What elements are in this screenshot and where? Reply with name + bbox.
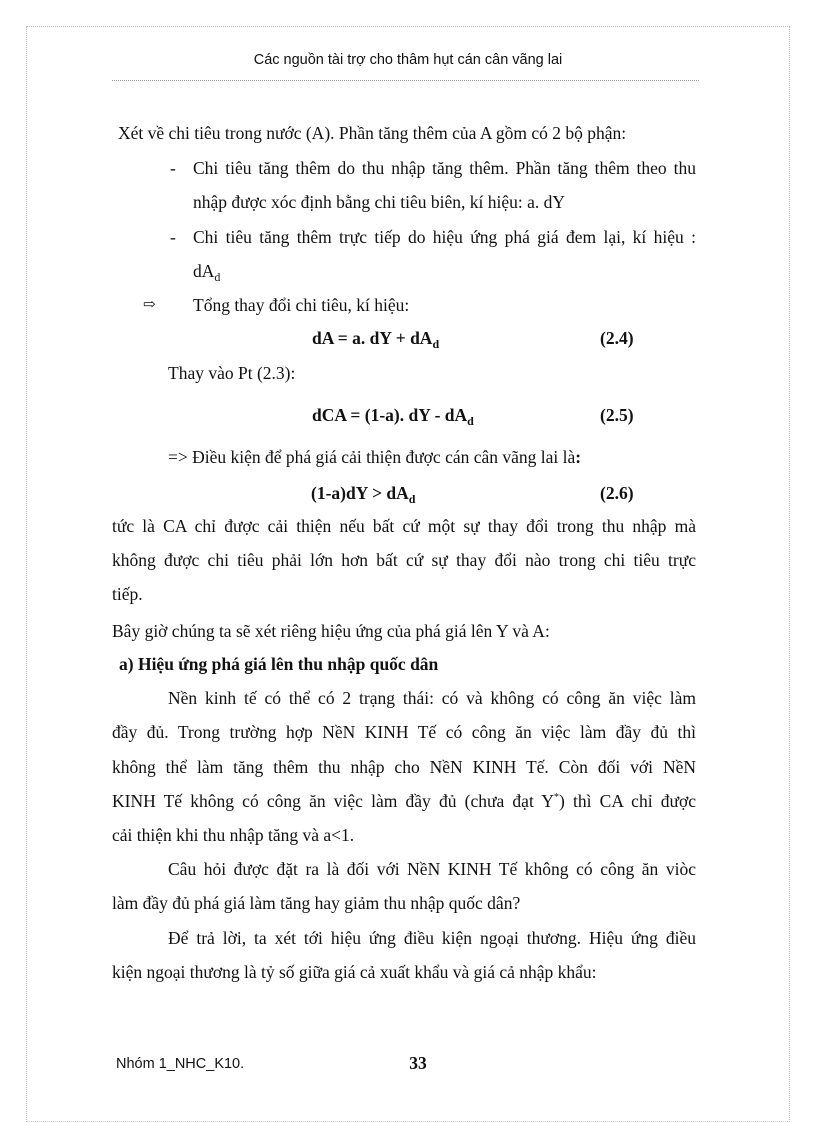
subscript-d: d xyxy=(214,270,221,284)
paragraph-4-line-2: làm đầy đủ phá giá làm tăng hay giảm thu nhập quốc dân? xyxy=(112,893,521,913)
paragraph-3-line-4-after: ) thì CA chỉ được xyxy=(558,791,696,811)
var-dA: dA xyxy=(193,261,215,281)
paragraph-1-line-2: không được chi tiêu phải lớn hơn bất cứ sự thay đổi nào trong chi tiêu trực xyxy=(112,550,696,570)
arrow-right-icon: ⇨ xyxy=(143,297,156,313)
bullet-marker-2: - xyxy=(170,227,176,247)
equation-2-5-number: (2.5) xyxy=(600,405,634,425)
equation-2-6-number: (2.6) xyxy=(600,483,634,503)
running-header: Các nguồn tài trợ cho thâm hụt cán cân vãng lai xyxy=(253,52,563,68)
equation-2-5-body: dCA = (1-a). dY - dA xyxy=(312,405,468,425)
equation-2-5-subscript: d xyxy=(467,414,474,428)
section-heading: a) Hiệu ứng phá giá lên thu nhập quốc dân xyxy=(119,654,439,674)
bullet-2-line-1: Chi tiêu tăng thêm trực tiếp do hiệu ứng phá giá đem lại, kí hiệu : xyxy=(193,227,696,247)
equation-2-6-subscript: d xyxy=(408,492,416,506)
condition-line xyxy=(168,446,581,468)
equation-2-4-body: dA = a. dY + dA xyxy=(312,328,433,348)
paragraph-1-line-3: tiếp. xyxy=(112,584,143,604)
paragraph-3-line-2: đầy đủ. Trong trường hợp NềN KINH Tế có công ăn việc làm đầy đủ thì xyxy=(112,722,696,742)
intro-line: Xét về chi tiêu trong nước (A). Phần tăng thêm của A gồm có 2 bộ phận: xyxy=(118,123,627,143)
equation-2-4-number: (2.4) xyxy=(600,328,634,348)
bullet-marker-1: - xyxy=(170,158,176,178)
paragraph-3-line-4-before: KINH Tế không có công ăn việc làm đầy đủ (chưa đạt Y xyxy=(112,791,554,811)
bullet-1-line-2: nhập được xóc định bằng chi tiêu biên, kí hiệu: a. dY xyxy=(193,192,566,212)
equation-2-5 xyxy=(312,404,474,426)
substitute-line: Thay vào Pt (2.3): xyxy=(168,363,296,383)
bullet-1-line-1: Chi tiêu tăng thêm do thu nhập tăng thêm. Phần tăng thêm theo thu xyxy=(193,158,696,178)
paragraph-5-line-1: Để trả lời, ta xét tới hiệu ứng điều kiện ngoại thương. Hiệu ứng điều xyxy=(168,928,696,948)
bullet-2-line-2 xyxy=(193,260,220,282)
paragraph-3-line-5: cải thiện khi thu nhập tăng và a<1. xyxy=(112,825,355,845)
total-change-line: Tổng thay đổi chi tiêu, kí hiệu: xyxy=(193,295,410,315)
header-divider xyxy=(112,80,699,81)
paragraph-1-line-1: tức là CA chỉ được cải thiện nếu bất cứ một sự thay đổi trong thu nhập mà xyxy=(112,516,696,536)
equation-2-6-body: (1-a)dY > dA xyxy=(311,483,409,503)
paragraph-4-line-1: Câu hỏi được đặt ra là đối với NềN KINH Tế không có công ăn viòc xyxy=(168,859,696,879)
paragraph-3-line-4 xyxy=(112,790,696,812)
equation-2-6 xyxy=(311,482,415,504)
condition-colon: : xyxy=(575,447,582,467)
footer-group-label: Nhóm 1_NHC_K10. xyxy=(116,1056,245,1072)
page-bottom-edge xyxy=(26,1121,790,1122)
equation-2-4-subscript: d xyxy=(432,337,440,351)
equation-2-4 xyxy=(312,327,439,349)
condition-text: => Điều kiện để phá giá cải thiện được cán cân vãng lai là xyxy=(168,447,576,467)
page-number: 33 xyxy=(409,1053,427,1073)
paragraph-3-line-3: không thể làm tăng thêm thu nhập cho NềN KINH Tế. Còn đối với NềN xyxy=(112,757,696,777)
paragraph-2: Bây giờ chúng ta sẽ xét riêng hiệu ứng của phá giá lên Y và A: xyxy=(112,621,550,641)
paragraph-3-line-1: Nền kinh tế có thể có 2 trạng thái: có và không có công ăn việc làm xyxy=(168,688,696,708)
superscript-star: * xyxy=(553,792,559,803)
paragraph-5-line-2: kiện ngoại thương là tỷ số giữa giá cả xuất khẩu và giá cả nhập khẩu: xyxy=(112,962,597,982)
